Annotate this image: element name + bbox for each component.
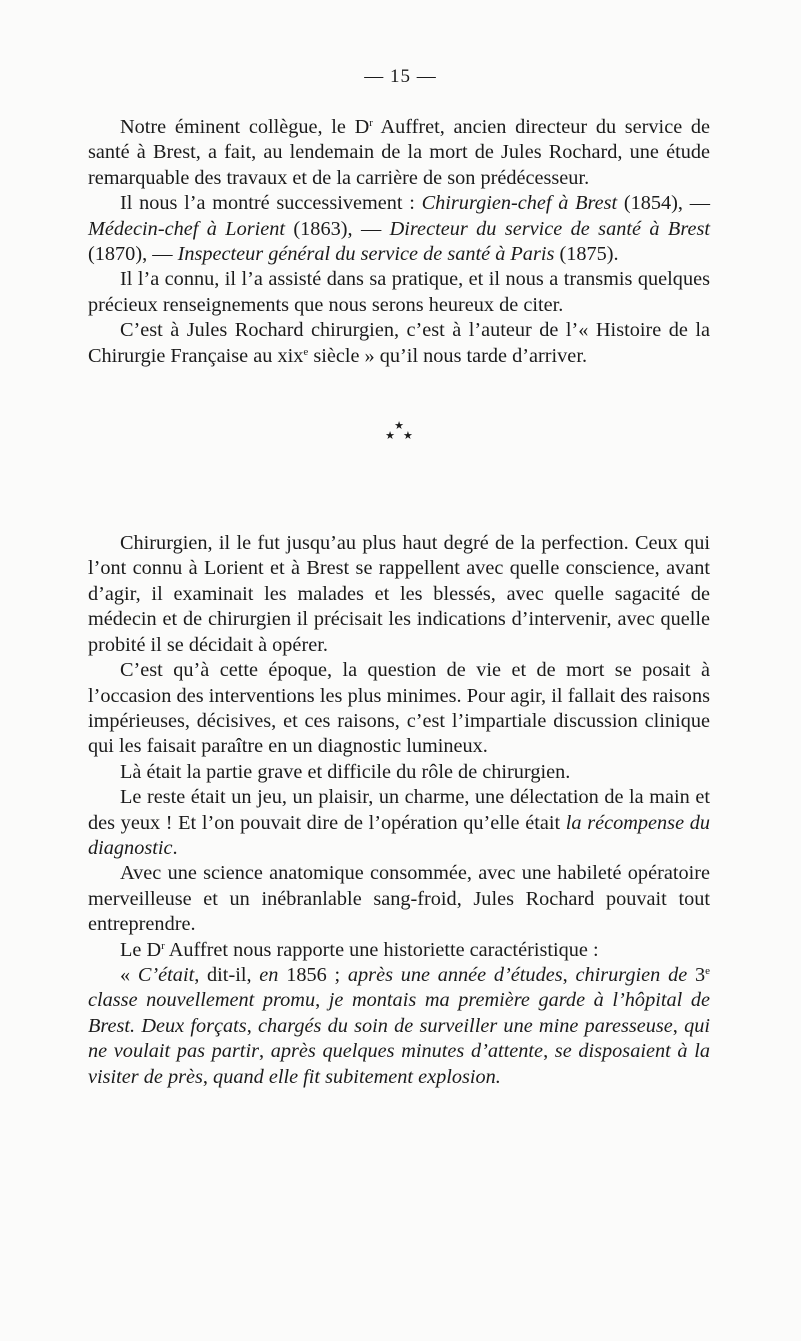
text-run: (1870), — xyxy=(88,243,178,266)
text-run: (1863), — xyxy=(285,217,390,240)
italic-title: Médecin-chef à Lorient xyxy=(88,217,286,240)
text-run: Auffret, ancien directeur du service de santé à Brest, a fait, au lendemain de la mort de Jules Rochard, une étude remarquable des travaux et de la carrière de son prédécesseur. xyxy=(88,116,711,189)
italic-phrase: quand elle fit subitement explosion. xyxy=(213,1065,501,1088)
italic-phrase: chirurgien de xyxy=(575,963,688,986)
italic-phrase: C’était xyxy=(137,963,195,986)
superscript: e xyxy=(303,345,309,358)
italic-phrase: qui ne voulait pas partir xyxy=(88,1014,710,1063)
italic-phrase: la récompense du diagnostic xyxy=(88,811,711,859)
text-run: siècle » qu’il nous tarde d’arriver. xyxy=(308,344,588,367)
page-number: — 15 — xyxy=(364,66,437,87)
star-icon: ★ xyxy=(385,430,395,443)
text-run: , dit-il, xyxy=(194,963,260,986)
italic-title: Directeur du service de santé à Brest xyxy=(389,217,710,240)
italic-phrase: en xyxy=(259,963,279,986)
roman-numeral: xix xyxy=(277,344,304,367)
italic-title: Inspecteur général du service de santé à Paris xyxy=(177,243,555,266)
text-run: , xyxy=(562,963,576,986)
text-run: Le D xyxy=(120,938,162,961)
asterism-ornament xyxy=(88,421,710,441)
text-run: , xyxy=(315,989,329,1012)
text-run: Auffret nous rapporte une historiette caractéristique : xyxy=(164,938,599,961)
paragraph-anecdote-intro xyxy=(88,938,710,963)
paragraph-quote xyxy=(88,963,710,1090)
text-run: « xyxy=(120,963,138,986)
italic-phrase: après une année d’études xyxy=(347,963,563,986)
italic-phrase: chargés du soin de surveiller une mine paresseuse xyxy=(257,1014,673,1037)
text-run: C’est à Jules Rochard chirurgien, c’est à l’auteur de l’« Histoire de la Chirurgie Française au xyxy=(88,319,710,367)
superscript: r xyxy=(161,939,165,952)
italic-phrase: après quelques minutes d’attente xyxy=(270,1040,544,1063)
star-icon: ★ xyxy=(394,420,404,433)
text-run: (1875). xyxy=(554,243,619,266)
text-run: . xyxy=(172,836,178,859)
paragraph-grave-part: Là était la partie grave et difficile du rôle de chirurgien. xyxy=(120,760,571,783)
superscript: e xyxy=(705,964,710,977)
paragraph-epoch: C’est qu’à cette époque, la question de vie et de mort se posait à l’occasion des interventions les plus minimes. Pour agir, il fallait des raisons impérieuses, décisives, et ces raisons, c’est l’impartiale discussion clinique qui les faisait paraître en un diagnostic lumineux. xyxy=(88,659,710,758)
superscript: r xyxy=(369,117,373,129)
paragraph-science: Avec une science anatomique consommée, avec une habileté opératoire merveilleuse et un inébranlable sang-froid, Jules Rochard pouvait tout entreprendre. xyxy=(88,862,710,936)
text-run: Il nous l’a montré successivement : xyxy=(120,192,422,215)
paragraph-auffret-study xyxy=(88,115,710,191)
paragraph-career xyxy=(88,191,710,267)
text-run: Notre éminent collègue, le D xyxy=(120,116,370,138)
star-icon: ★ xyxy=(403,430,413,443)
italic-phrase: je montais ma première garde à l’hôpital de Brest. Deux forçats xyxy=(88,989,710,1037)
paragraph-game xyxy=(88,785,710,861)
italic-phrase: classe nouvellement promu xyxy=(88,989,316,1012)
text-run: , xyxy=(543,1040,555,1063)
paragraph-histoire xyxy=(88,318,710,369)
text-run: (1854), — xyxy=(617,192,710,215)
text-run: , xyxy=(246,1014,258,1037)
paragraph-surgeon: Chirurgien, il le fut jusqu’au plus haut degré de la perfection. Ceux qui l’ont connu à Lorient et à Brest se rappellent avec quelle conscience, avant d’agir, il examinait les malades et les blessés, avec quelle sagacité de médecin et de chirurgien il précisait les indications d’intervenir, avec quelle probité il se décidait à opérer. xyxy=(88,532,710,656)
italic-title: Chirurgien-chef à Brest xyxy=(421,192,618,215)
text-run: Le reste était un jeu, un plaisir, un charme, une délectation de la main et des yeux ! Et l’on pouvait dire de l’opération qu’elle était xyxy=(88,786,710,834)
text-run: , xyxy=(258,1040,271,1063)
text-run: 3 xyxy=(687,963,706,986)
text-run: , xyxy=(672,1014,685,1037)
text-run: 1856 ; xyxy=(278,963,348,986)
paragraph-known: Il l’a connu, il l’a assisté dans sa pratique, et il nous a transmis quelques précieux renseignements que nous serons heureux de citer. xyxy=(88,268,710,316)
page-body xyxy=(88,115,710,1090)
text-run: , xyxy=(202,1065,214,1088)
italic-phrase: se disposaient à la visiter de près xyxy=(88,1040,710,1088)
